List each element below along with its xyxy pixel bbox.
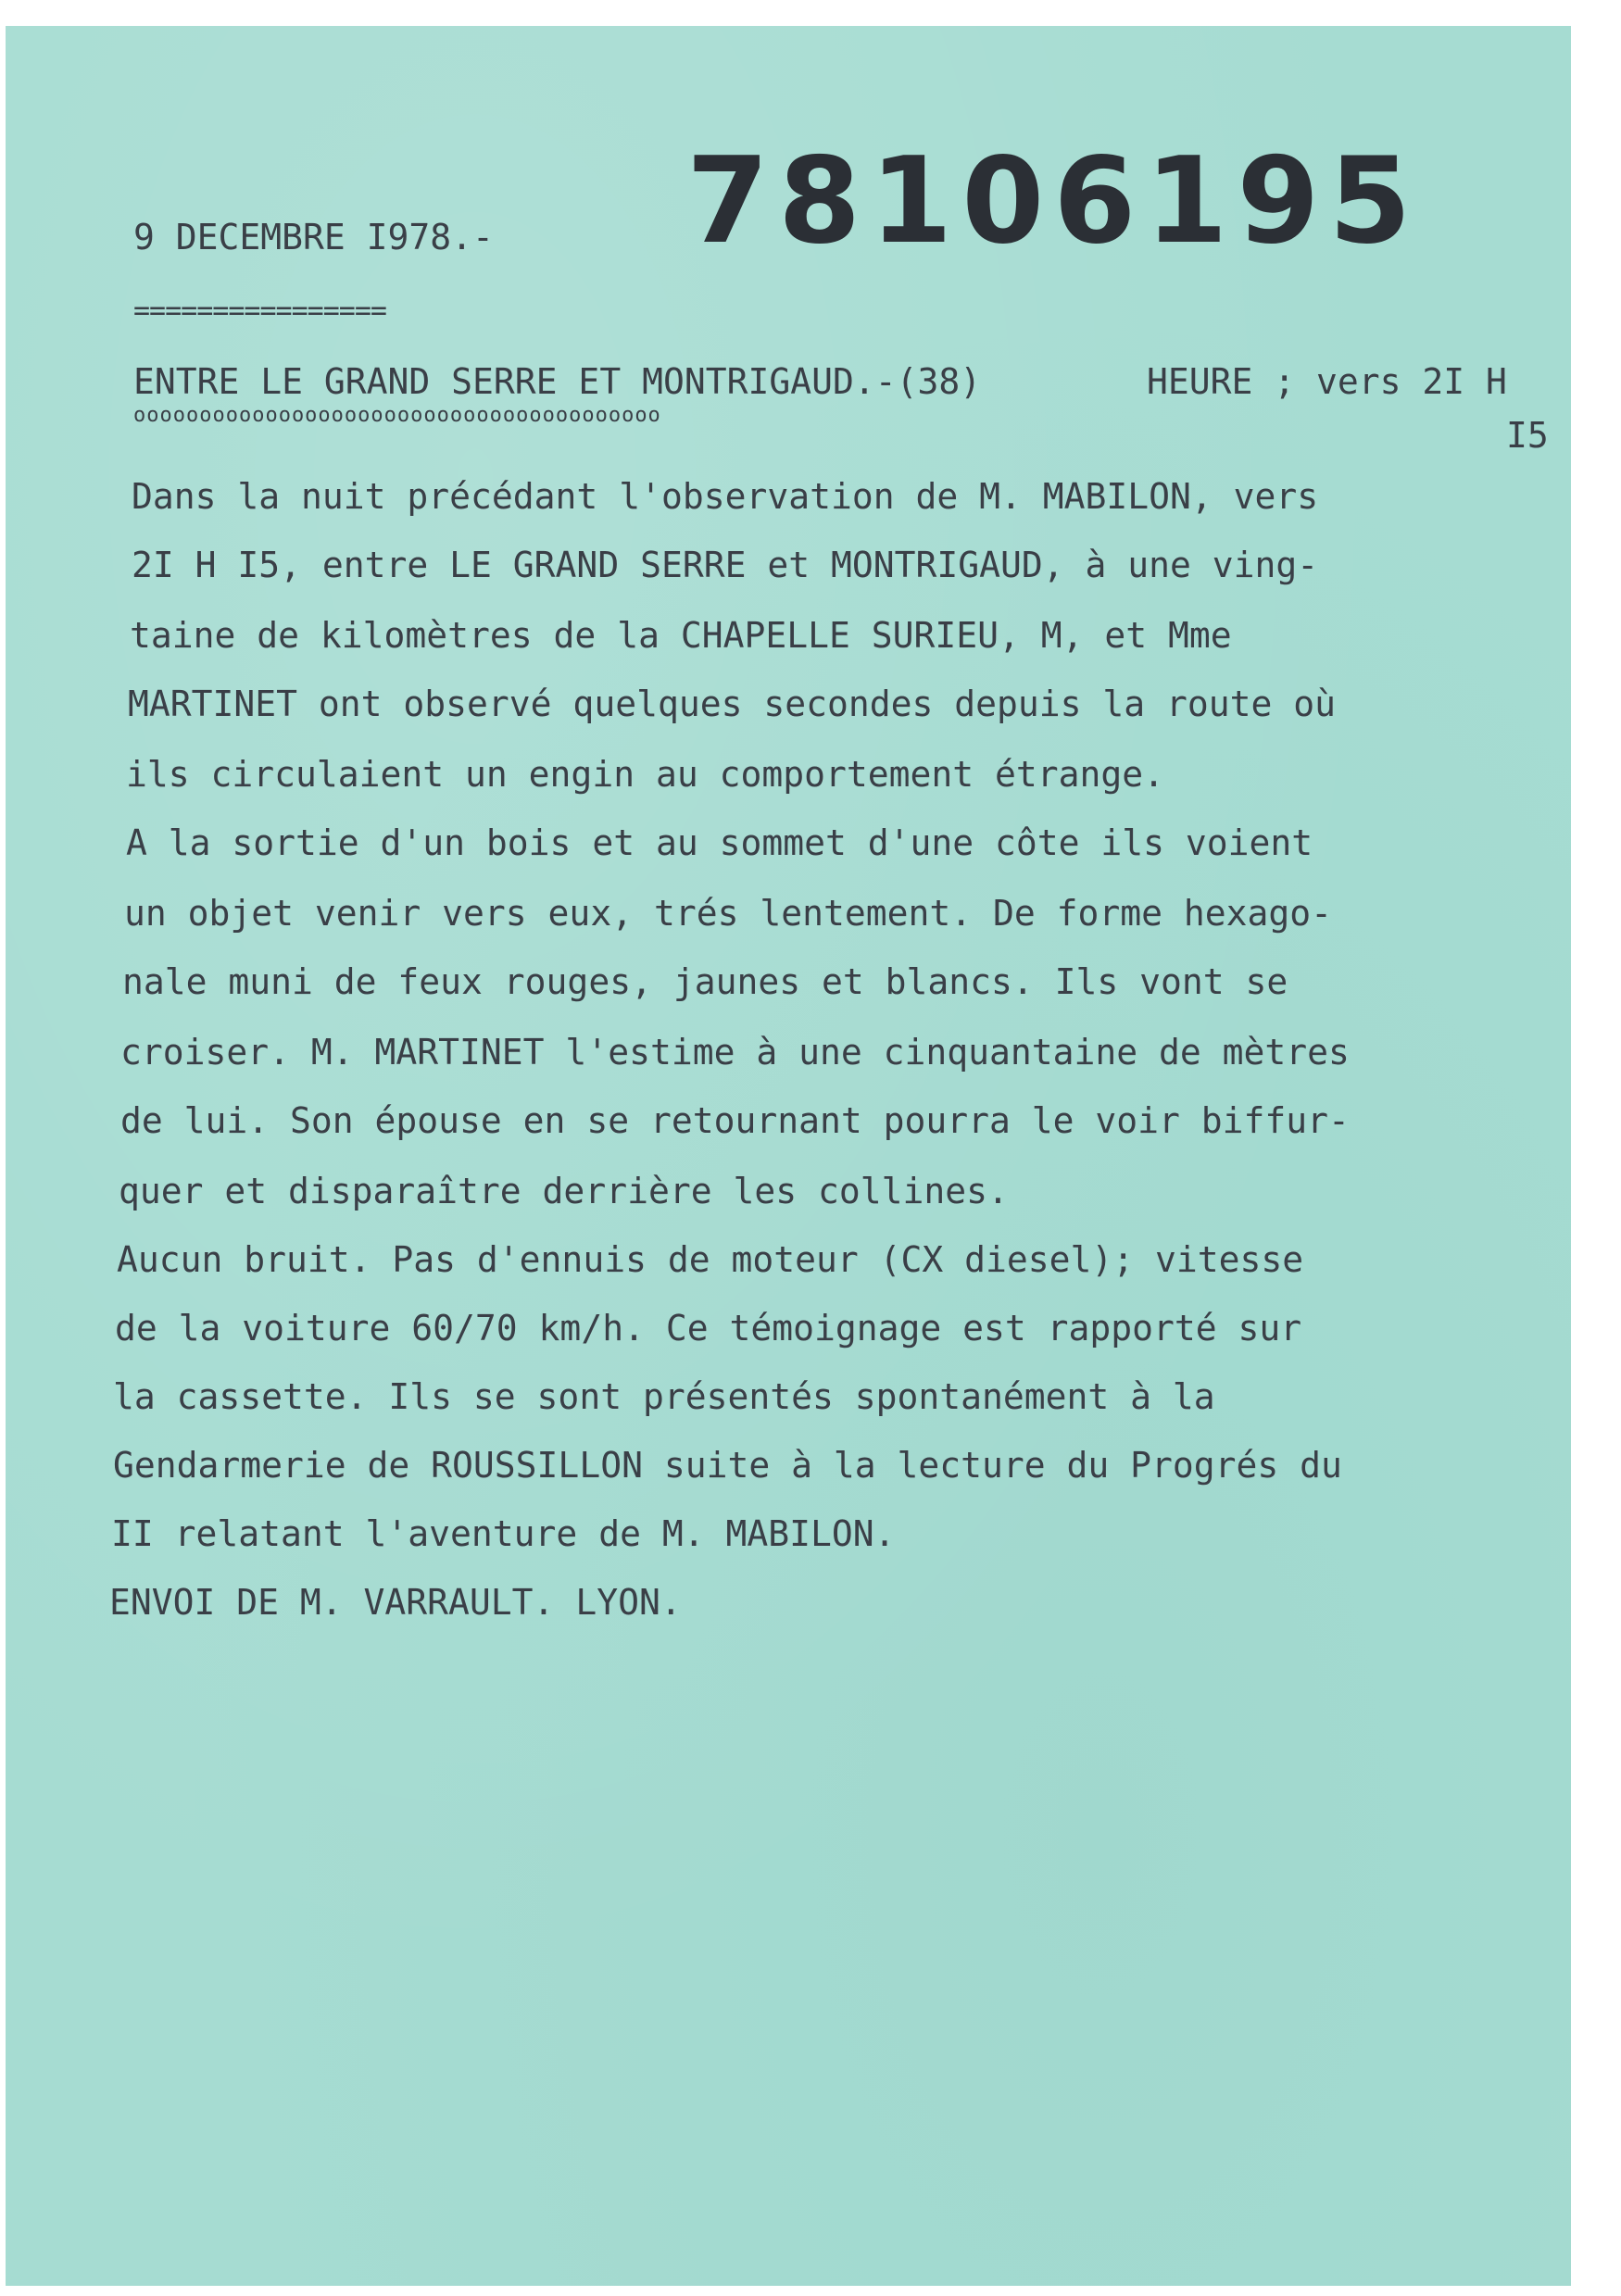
report-line: Gendarmerie de ROUSSILLON suite à la lecture du Progrés du (113, 1445, 1342, 1486)
report-line: MARTINET ont observé quelques secondes depuis la route où (128, 684, 1337, 724)
document-card (6, 26, 1571, 2286)
time-heading: HEURE ; vers 2I H (1147, 361, 1507, 402)
report-line: quer et disparaître derrière les collines. (119, 1171, 1009, 1211)
location-heading: ENTRE LE GRAND SERRE ET MONTRIGAUD.-(38) (133, 361, 982, 402)
report-line: nale muni de feux rouges, jaunes et blancs. Ils vont se (122, 961, 1288, 1002)
reference-number-stamp: 78106195 (686, 132, 1421, 270)
report-signature: ENVOI DE M. VARRAULT. LYON. (109, 1582, 682, 1623)
report-line: ils circulaient un engin au comportement étrange. (126, 754, 1165, 795)
report-line: taine de kilomètres de la CHAPELLE SURIEU, M, et Mme (130, 615, 1232, 656)
report-line: II relatant l'aventure de M. MABILON. (111, 1513, 896, 1554)
date-underline: ================ (133, 295, 386, 327)
report-line: 2I H I5, entre LE GRAND SERRE et MONTRIGAUD, à une ving- (132, 545, 1319, 585)
report-line: Dans la nuit précédant l'observation de M. MABILON, vers (132, 476, 1319, 517)
report-line: la cassette. Ils se sont présentés spontanément à la (113, 1376, 1215, 1417)
report-line: un objet venir vers eux, trés lentement. De forme hexago- (124, 893, 1333, 934)
time-heading-continued: I5 (1506, 415, 1549, 456)
document-date: 9 DECEMBRE I978.- (133, 217, 494, 257)
report-line: A la sortie d'un bois et au sommet d'une côte ils voient (126, 822, 1313, 863)
location-underline: oooooooooooooooooooooooooooooooooooooooo (133, 404, 661, 427)
report-line: croiser. M. MARTINET l'estime à une cinquantaine de mètres (120, 1032, 1350, 1073)
report-line: de la voiture 60/70 km/h. Ce témoignage est rapporté sur (115, 1308, 1302, 1349)
report-line: Aucun bruit. Pas d'ennuis de moteur (CX diesel); vitesse (117, 1239, 1304, 1280)
report-line: de lui. Son épouse en se retournant pourra le voir biffur- (120, 1100, 1350, 1141)
